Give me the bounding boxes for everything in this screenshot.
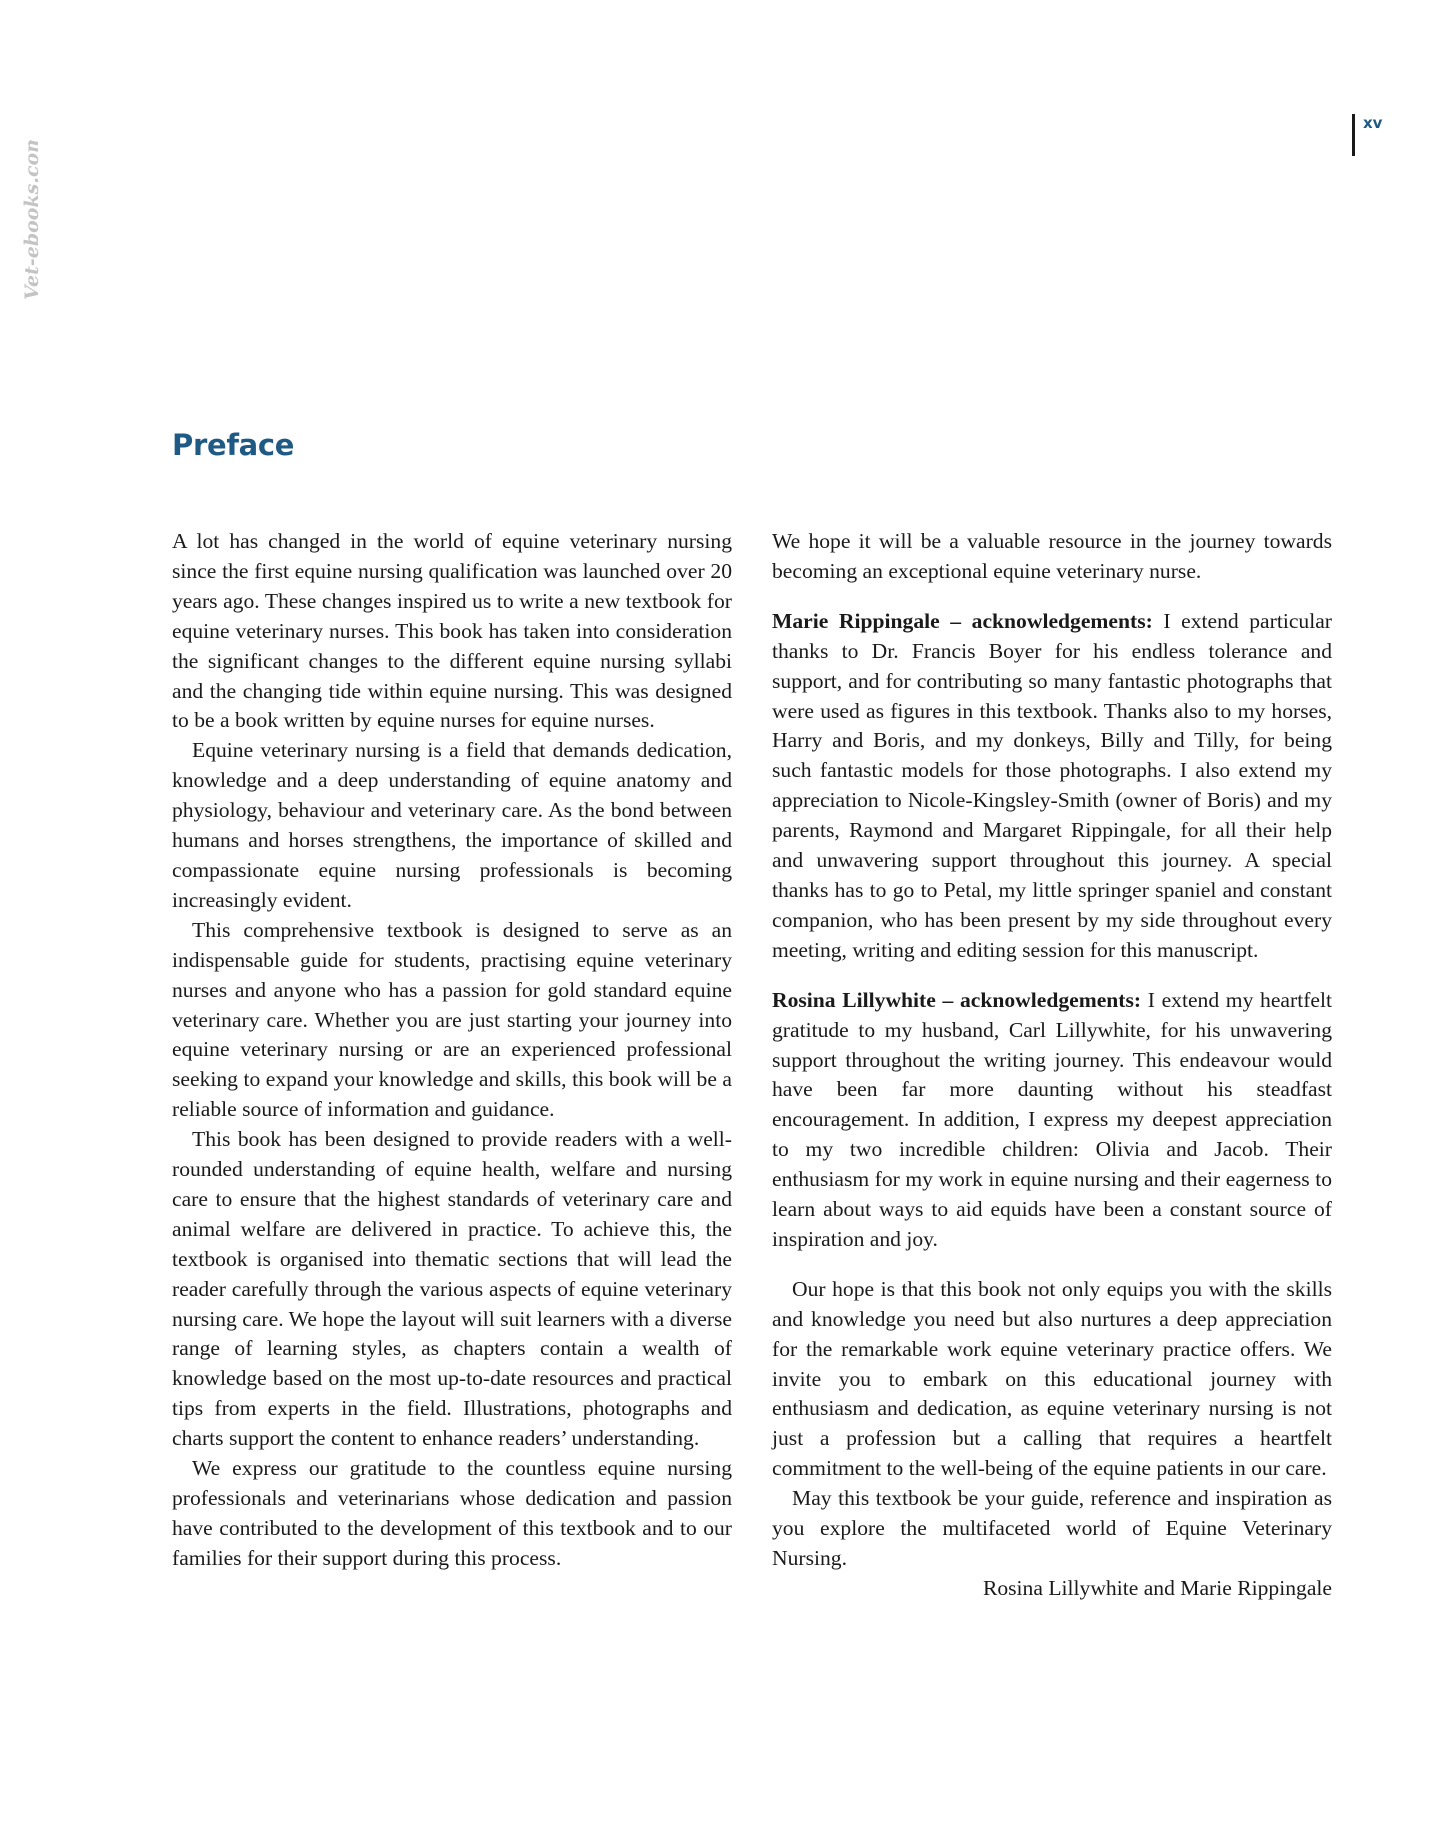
- left-column: [172, 527, 732, 1574]
- acknowledgements-rosina: [772, 986, 1332, 1255]
- paragraph: A lot has changed in the world of equine veterinary nursing since the first equine nursing qualification was launched over 20 years ago. These changes inspired us to write a new textbook for equine veterinary nurses. This book has taken into consideration the significant changes to the different equine nursing syllabi and the changing tide within equine nursing. This was designed to be a book written by equine nurses for equine nurses.: [172, 529, 732, 733]
- watermark-text: Vet-ebooks.com: [21, 140, 43, 300]
- paragraph-closing: May this textbook be your guide, reference and inspiration as you explore the multifaceted world of Equine Veterinary Nursing.: [772, 1486, 1332, 1570]
- page-title: Preface: [172, 428, 295, 462]
- acknowledgements-text: I extend particular thanks to Dr. Francis Boyer for his endless tolerance and support, and for contributing so many fantastic photographs that were used as figures in this textbook. Thanks also to my horses, Harry and Boris, and my donkeys, Billy and Tilly, for being such fantastic models for those photographs. I also extend my appreciation to Nicole-Kingsley-Smith (owner of Boris) and my parents, Raymond and Margaret Rippingale, for all their help and unwavering support throughout this journey. A special thanks has to go to Petal, my little springer spaniel and constant companion, who has been present by my side throughout every meeting, writing and editing session for this manuscript.: [772, 608, 1332, 962]
- paragraph: We express our gratitude to the countless equine nursing professionals and veterinarians whose dedication and passion have contributed to the development of this textbook and to our families for their support during this process.: [172, 1456, 732, 1570]
- acknowledgements-text: I extend my heartfelt gratitude to my husband, Carl Lillywhite, for his unwavering support throughout the writing journey. This endeavour would have been far more daunting without his steadfast encouragement. In addition, I express my deepest appreciation to my two incredible children: Olivia and Jacob. Their enthusiasm for my work in equine nursing and their eagerness to learn about ways to aid equids have been a constant source of inspiration and joy.: [772, 987, 1332, 1251]
- right-column: [772, 527, 1332, 1604]
- paragraph-hope: Our hope is that this book not only equips you with the skills and knowledge you need but also nurtures a deep appreciation for the remarkable work equine veterinary practice offers. We invite you to embark on this educational journey with enthusiasm and dedication, as equine veterinary nursing is not just a profession but a calling that requires a heartfelt commitment to the well-being of the equine patients in our care.: [772, 1276, 1332, 1481]
- watermark-logo: [0, 140, 60, 310]
- paragraph: Equine veterinary nursing is a field that demands dedication, knowledge and a deep understanding of equine anatomy and physiology, behaviour and veterinary care. As the bond between humans and horses strengthens, the importance of skilled and compassionate equine nursing professionals is becoming increasingly evident.: [172, 738, 732, 912]
- acknowledgements-marie: [772, 607, 1332, 966]
- paragraph: This comprehensive textbook is designed to serve as an indispensable guide for students, practising equine veterinary nurses and anyone who has a passion for gold standard equine veterinary care. Whether you are just starting your journey into equine veterinary nursing or are an experienced professional seeking to expand your knowledge and skills, this book will be a reliable source of information and guidance.: [172, 917, 732, 1122]
- acknowledgements-heading: Rosina Lillywhite – acknowledgements:: [772, 987, 1142, 1012]
- page-number: xv: [1352, 114, 1382, 156]
- paragraph: This book has been designed to provide readers with a well-rounded understanding of equine health, welfare and nursing care to ensure that the highest standards of veterinary care and animal welfare are delivered in practice. To achieve this, the textbook is organised into thematic sections that will lead the reader carefully through the various aspects of equine veterinary nursing care. We hope the layout will suit learners with a diverse range of learning styles, as chapters contain a wealth of knowledge based on the most up-to-date resources and practical tips from experts in the field. Illustrations, photographs and charts support the content to enhance readers’ understanding.: [172, 1127, 732, 1451]
- watermark-graphic: [0, 140, 60, 310]
- signature: Rosina Lillywhite and Marie Rippingale: [982, 1575, 1332, 1600]
- paragraph-intro: We hope it will be a valuable resource in the journey towards becoming an exceptional equine veterinary nurse.: [772, 529, 1332, 583]
- acknowledgements-heading: Marie Rippingale – acknowledgements:: [772, 608, 1153, 633]
